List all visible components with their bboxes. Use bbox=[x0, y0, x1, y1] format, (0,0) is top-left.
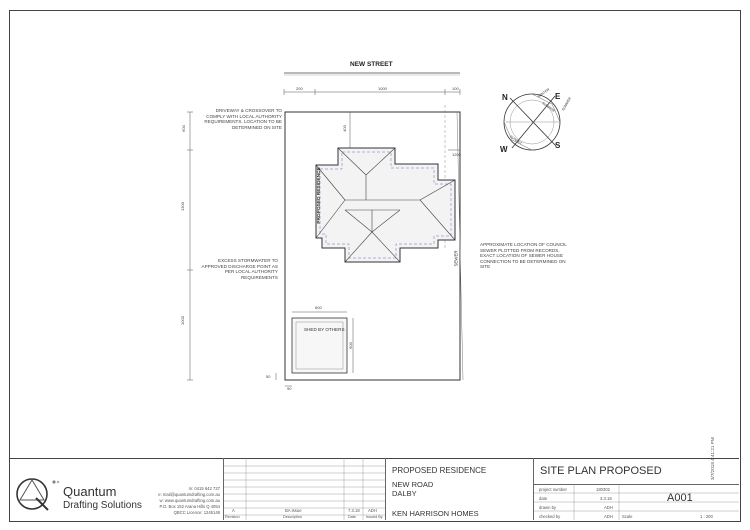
dim-left-1: 600 bbox=[180, 125, 186, 132]
revision-col-revision: Revision bbox=[225, 515, 240, 519]
sheet-number: A001 bbox=[667, 492, 693, 504]
compass-south: S bbox=[555, 141, 561, 150]
shed-label: SHED BY OTHERS bbox=[304, 327, 345, 332]
dim-top-1: 200 bbox=[296, 86, 303, 91]
dim-shed-offset: 90 bbox=[287, 386, 292, 391]
date-label: date bbox=[539, 496, 548, 501]
company-logo-icon bbox=[12, 474, 62, 514]
dim-shed-height: 600 bbox=[347, 342, 353, 349]
house-label: PROPOSED RESIDENCE bbox=[316, 167, 322, 224]
note-driveway: DRIVEWAY & CROSSOVER TO COMPLY WITH LOCAL AUTHORITY REQUIREMENTS. LOCATION TO BE DETERMINED ON SITE bbox=[204, 108, 282, 130]
checked-by-value: ADH bbox=[604, 514, 613, 519]
date-value: 3.3.18 bbox=[600, 496, 612, 501]
revision-col-description: Description bbox=[283, 515, 302, 519]
company-tagline: Drafting Solutions bbox=[63, 500, 142, 511]
company-name: Quantum bbox=[63, 484, 117, 499]
compass-icon bbox=[504, 94, 560, 150]
revision-col-date: Date bbox=[348, 515, 357, 519]
project-number: 180302 bbox=[596, 487, 610, 492]
checked-by-label: checked by bbox=[539, 514, 561, 519]
drawn-by-value: ADH bbox=[604, 505, 613, 510]
compass-west: W bbox=[500, 145, 508, 154]
dim-house-right: 1200 bbox=[452, 152, 461, 157]
dim-shed-width: 600 bbox=[315, 305, 322, 310]
compass-winter: WINTER bbox=[537, 87, 551, 99]
compass-north: N bbox=[502, 93, 508, 102]
dim-left-2: 1300 bbox=[179, 202, 185, 211]
project-title: PROPOSED RESIDENCE bbox=[392, 466, 487, 475]
address-line-2: DALBY bbox=[392, 489, 417, 498]
revision-table bbox=[224, 458, 385, 520]
client-name: KEN HARRISON HOMES bbox=[392, 509, 479, 518]
project-number-label: project number bbox=[539, 487, 567, 492]
contact-licence: QBCC Licence: 1245148 bbox=[173, 510, 220, 515]
scale-value: 1 : 200 bbox=[700, 514, 713, 519]
scale-label: Scale bbox=[622, 514, 633, 519]
contact-web: w: www.quantumdrafting.com.au bbox=[159, 498, 220, 503]
divider bbox=[385, 458, 386, 520]
note-stormwater: EXCESS STORMWATER TO APPROVED DISCHARGE POINT AS PER LOCAL AUTHORITY REQUIREMENTS bbox=[201, 258, 278, 280]
dim-house-top: 400 bbox=[341, 125, 347, 132]
revision-letter: A bbox=[232, 508, 235, 513]
revision-date: 7.3.18 bbox=[348, 508, 360, 513]
compass-summer: SUMMER bbox=[561, 96, 573, 112]
compass-sunset: SUNSET bbox=[509, 134, 523, 146]
address-line-1: NEW ROAD bbox=[392, 480, 434, 489]
contact-phone: m: 0415 642 727 bbox=[188, 486, 220, 491]
sewer-label: SEWER bbox=[453, 250, 459, 267]
print-timestamp: 3/7/2018 4:41:21 PM bbox=[710, 437, 715, 480]
sheet-title: SITE PLAN PROPOSED bbox=[540, 465, 662, 477]
contact-email: e: mail@quantumdrafting.com.au bbox=[158, 492, 220, 497]
dim-left-4: 50 bbox=[266, 374, 271, 379]
revision-by: ADH bbox=[368, 508, 377, 513]
street-label: NEW STREET bbox=[350, 61, 393, 68]
dim-left-3: 1000 bbox=[179, 316, 185, 325]
compass-sunrise: SUNRISE bbox=[541, 101, 556, 113]
compass-east: E bbox=[555, 92, 561, 101]
note-sewer: APPROXIMATE LOCATION OF COUNCIL SEWER PLOTTED FROM RECORDS. EXACT LOCATION OF SEWER HOUSE CONNECTION TO BE DETERMINED ON SITE bbox=[480, 242, 567, 270]
contact-po-box: P.O. Box 152 Arana Hills Q 4054 bbox=[159, 504, 220, 509]
revision-col-by: Issued By bbox=[366, 515, 383, 519]
drawn-by-label: drawn by bbox=[539, 505, 556, 510]
revision-description: BA Issue bbox=[285, 508, 302, 513]
dim-top-2: 1000 bbox=[378, 86, 387, 91]
dim-top-3: 100 bbox=[452, 86, 459, 91]
